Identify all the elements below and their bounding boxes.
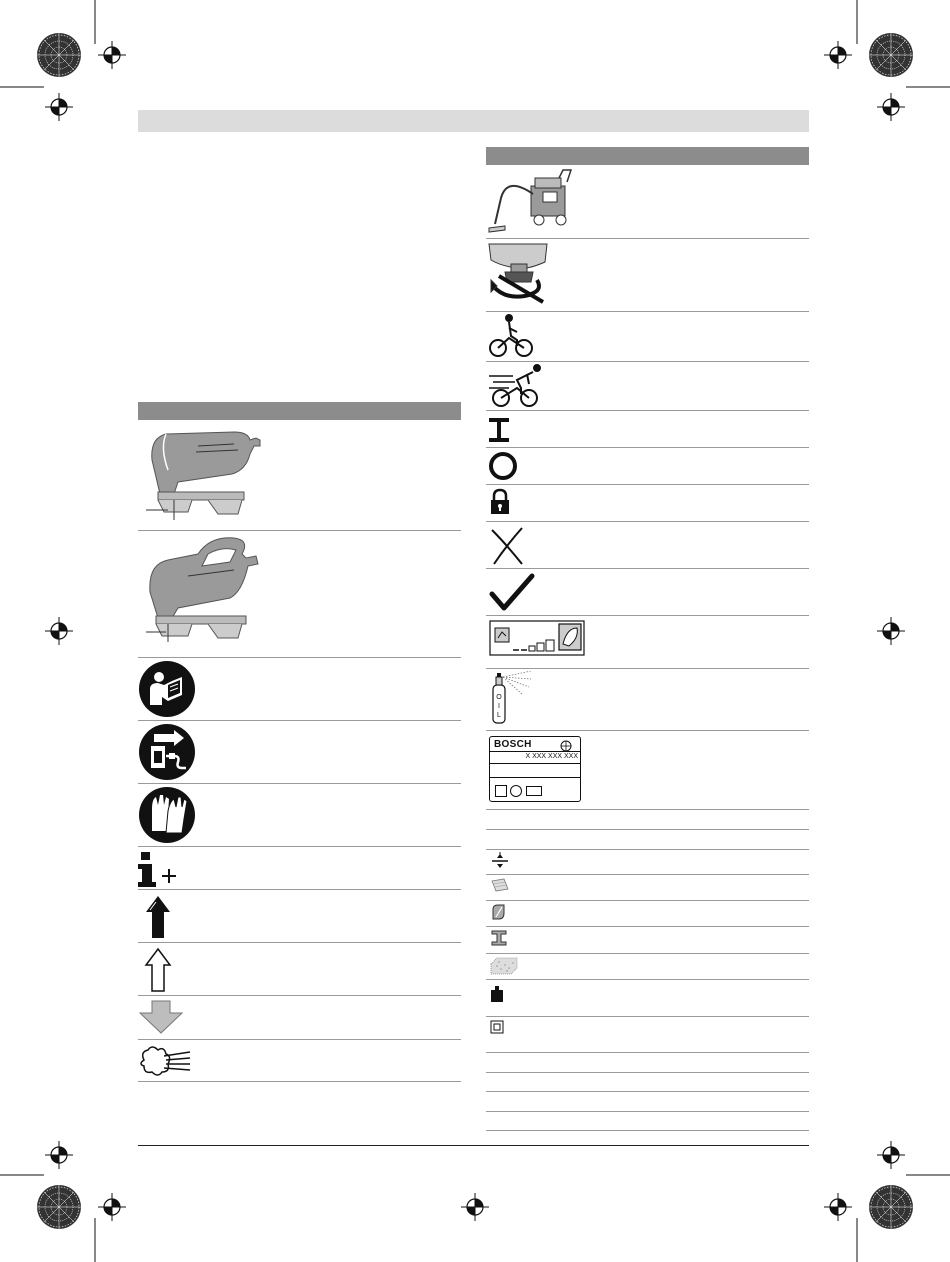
divider xyxy=(486,829,809,830)
rating-plate-serial: X XXX XXX XXX xyxy=(525,753,578,760)
steel-profile-icon xyxy=(490,929,510,949)
divider xyxy=(486,521,809,522)
divider xyxy=(486,926,809,927)
protection-class-ii-icon xyxy=(490,1020,508,1038)
divider xyxy=(486,809,809,810)
fast-cyclist-icon xyxy=(487,364,547,410)
weight-icon xyxy=(490,984,510,1006)
blade-change-rotation-illustration xyxy=(487,242,551,308)
divider xyxy=(138,783,461,784)
oil-can-letter-i: I xyxy=(498,703,500,710)
divider xyxy=(138,995,461,996)
slow-cyclist-icon xyxy=(487,314,537,360)
divider xyxy=(486,1016,809,1017)
divider xyxy=(486,447,809,448)
divider xyxy=(138,889,461,890)
power-on-icon xyxy=(489,416,513,446)
metal-material-icon xyxy=(490,903,510,923)
wear-gloves-icon xyxy=(138,785,198,845)
arrow-up-outline-icon xyxy=(138,947,178,995)
divider xyxy=(486,410,809,411)
cross-mark-icon xyxy=(488,524,528,568)
divider xyxy=(486,979,809,980)
vacuum-extractor-illustration xyxy=(487,168,577,234)
divider xyxy=(486,1111,809,1112)
cutting-depth-icon xyxy=(491,852,509,870)
divider xyxy=(486,484,809,485)
divider xyxy=(138,1039,461,1040)
oil-can-letter-o: O xyxy=(496,694,502,701)
divider xyxy=(138,657,461,658)
divider xyxy=(486,615,809,616)
divider xyxy=(486,953,809,954)
rating-plate-symbol-square xyxy=(495,785,507,797)
divider xyxy=(486,1091,809,1092)
divider xyxy=(486,849,809,850)
soft-material-icon xyxy=(489,956,519,976)
arrow-up-solid-icon xyxy=(138,894,178,942)
speed-preselection-icon xyxy=(489,620,589,660)
divider xyxy=(138,1081,461,1082)
rating-plate-symbol-circle xyxy=(510,785,522,797)
divider xyxy=(486,1072,809,1073)
jigsaw-illustration-2 xyxy=(138,536,268,646)
divider xyxy=(138,846,461,847)
divider xyxy=(138,942,461,943)
divider xyxy=(486,900,809,901)
lock-icon xyxy=(490,488,512,518)
divider xyxy=(486,730,809,731)
page-header-band xyxy=(138,110,809,132)
check-mark-icon xyxy=(488,572,538,614)
divider xyxy=(486,361,809,362)
divider xyxy=(138,530,461,531)
divider xyxy=(486,1130,809,1131)
divider xyxy=(138,720,461,721)
divider xyxy=(486,874,809,875)
oil-can-letter-l: L xyxy=(497,712,501,719)
jigsaw-illustration-1 xyxy=(138,424,268,524)
wood-material-icon xyxy=(490,877,510,895)
divider xyxy=(486,568,809,569)
unplug-mains-icon xyxy=(138,722,198,782)
blower-dust-icon xyxy=(138,1044,194,1082)
left-section-band xyxy=(138,402,461,420)
oil-spray-icon xyxy=(487,671,537,727)
rating-plate-symbol-rect xyxy=(526,786,542,796)
read-manual-icon xyxy=(138,659,198,719)
divider xyxy=(486,1052,809,1053)
divider xyxy=(486,668,809,669)
rating-plate xyxy=(489,736,581,802)
rating-plate-brand: BOSCH xyxy=(494,739,532,750)
divider xyxy=(486,238,809,239)
page-footer-rule xyxy=(138,1145,809,1146)
info-plus-icon xyxy=(138,850,182,890)
right-section-band xyxy=(486,147,809,165)
arrow-down-icon xyxy=(138,999,186,1035)
power-off-icon xyxy=(488,451,520,483)
divider xyxy=(486,311,809,312)
